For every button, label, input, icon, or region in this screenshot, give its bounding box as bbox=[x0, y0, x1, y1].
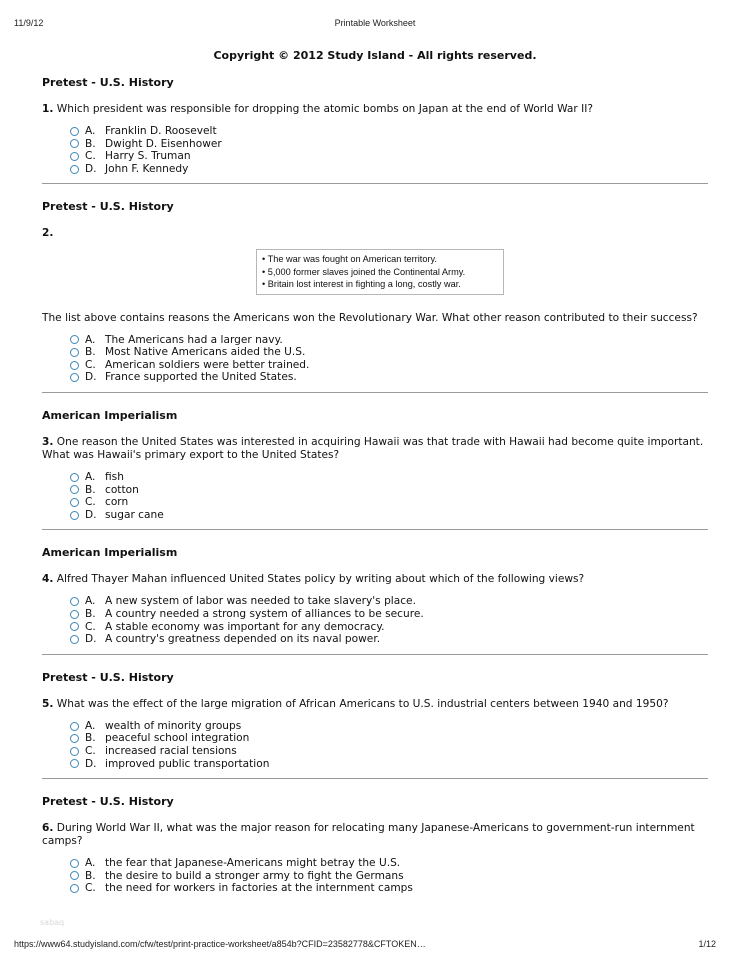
answer-option[interactable]: A. The Americans had a larger navy. bbox=[70, 334, 708, 347]
question-category: American Imperialism bbox=[42, 546, 178, 560]
answer-options bbox=[42, 471, 708, 521]
question-text: 4. Alfred Thayer Mahan influenced United States policy by writing about which of the following views? bbox=[42, 573, 585, 586]
answer-options bbox=[42, 595, 708, 645]
radio-button[interactable] bbox=[70, 759, 79, 768]
question-text: The list above contains reasons the Americans won the Revolutionary War. What other reason contributed to their success? bbox=[42, 311, 698, 324]
answer-option[interactable]: D. France supported the United States. bbox=[70, 371, 708, 384]
question-text: 1. Which president was responsible for dropping the atomic bombs on Japan at the end of World War II? bbox=[42, 103, 593, 115]
answer-option[interactable]: C. increased racial tensions bbox=[70, 745, 708, 758]
answer-options bbox=[42, 857, 708, 895]
question-number: 2. bbox=[42, 227, 54, 240]
answer-option[interactable]: A. A new system of labor was needed to take slavery's place. bbox=[70, 595, 708, 608]
answer-option[interactable]: C. Harry S. Truman bbox=[70, 150, 708, 163]
radio-button[interactable] bbox=[70, 373, 79, 382]
radio-button[interactable] bbox=[70, 635, 79, 644]
answer-option[interactable]: C. A stable economy was important for any democracy. bbox=[70, 621, 708, 634]
answer-options bbox=[42, 125, 708, 175]
reasons-list-box bbox=[256, 249, 504, 294]
question-text: 3. One reason the United States was interested in acquiring Hawaii was that trade with Hawaii had become quite important. What was Hawaii's primary export to the United States? bbox=[42, 435, 704, 461]
radio-button[interactable] bbox=[70, 859, 79, 868]
page-number: 1/12 bbox=[698, 939, 716, 949]
question-6 bbox=[42, 795, 708, 903]
radio-button[interactable] bbox=[70, 165, 79, 174]
answer-options bbox=[42, 334, 708, 384]
radio-button[interactable] bbox=[70, 127, 79, 136]
radio-button[interactable] bbox=[70, 747, 79, 756]
radio-button[interactable] bbox=[70, 348, 79, 357]
radio-button[interactable] bbox=[70, 734, 79, 743]
page-url: https://www64.studyisland.com/cfw/test/print-practice-worksheet/a854b?CFID=23582778&CFTOKEN… bbox=[14, 939, 426, 949]
question-text: 6. During World War II, what was the major reason for relocating many Japanese-Americans to government-run internment camps? bbox=[42, 822, 695, 848]
watermark: sabaq bbox=[40, 918, 65, 927]
question-1 bbox=[42, 76, 708, 184]
answer-option[interactable]: D. A country's greatness depended on its naval power. bbox=[70, 633, 708, 646]
list-item: • 5,000 former slaves joined the Continental Army. bbox=[262, 266, 466, 277]
radio-button[interactable] bbox=[70, 610, 79, 619]
radio-button[interactable] bbox=[70, 871, 79, 880]
question-category: Pretest - U.S. History bbox=[42, 76, 174, 89]
answer-option[interactable]: D. John F. Kennedy bbox=[70, 163, 708, 176]
question-category: Pretest - U.S. History bbox=[42, 200, 174, 214]
print-footer bbox=[0, 939, 750, 953]
radio-button[interactable] bbox=[70, 361, 79, 370]
answer-option[interactable]: C. corn bbox=[70, 496, 708, 509]
print-title: Printable Worksheet bbox=[334, 18, 416, 28]
question-2 bbox=[42, 200, 708, 393]
radio-button[interactable] bbox=[70, 884, 79, 893]
radio-button[interactable] bbox=[70, 485, 79, 494]
answer-option[interactable]: B. Most Native Americans aided the U.S. bbox=[70, 346, 708, 359]
radio-button[interactable] bbox=[70, 498, 79, 507]
radio-button[interactable] bbox=[70, 597, 79, 606]
worksheet-content bbox=[42, 76, 708, 903]
radio-button[interactable] bbox=[70, 152, 79, 161]
answer-option[interactable]: B. A country needed a strong system of alliances to be secure. bbox=[70, 608, 708, 621]
answer-options bbox=[42, 720, 708, 770]
radio-button[interactable] bbox=[70, 622, 79, 631]
list-item: • Britain lost interest in fighting a long, costly war. bbox=[262, 279, 461, 290]
answer-option[interactable]: A. wealth of minority groups bbox=[70, 720, 708, 733]
question-4 bbox=[42, 546, 708, 654]
answer-option[interactable]: A. Franklin D. Roosevelt bbox=[70, 125, 708, 138]
question-text: 5. What was the effect of the large migration of African Americans to U.S. industrial centers between 1940 and 1950? bbox=[42, 697, 669, 710]
answer-option[interactable]: B. the desire to build a stronger army to fight the Germans bbox=[70, 870, 708, 883]
question-category: American Imperialism bbox=[42, 408, 178, 422]
answer-option[interactable]: C. American soldiers were better trained. bbox=[70, 359, 708, 372]
question-5 bbox=[42, 671, 708, 779]
answer-option[interactable]: D. sugar cane bbox=[70, 509, 708, 522]
answer-option[interactable]: B. cotton bbox=[70, 484, 708, 497]
print-header bbox=[0, 18, 750, 32]
radio-button[interactable] bbox=[70, 473, 79, 482]
answer-option[interactable]: D. improved public transportation bbox=[70, 758, 708, 771]
list-item: • The war was fought on American territory. bbox=[262, 254, 437, 265]
radio-button[interactable] bbox=[70, 335, 79, 344]
answer-option[interactable]: A. the fear that Japanese-Americans might betray the U.S. bbox=[70, 857, 708, 870]
print-date: 11/9/12 bbox=[14, 18, 44, 28]
answer-option[interactable]: B. Dwight D. Eisenhower bbox=[70, 138, 708, 151]
question-category: Pretest - U.S. History bbox=[42, 795, 174, 809]
radio-button[interactable] bbox=[70, 722, 79, 731]
answer-option[interactable]: C. the need for workers in factories at the internment camps bbox=[70, 882, 708, 895]
question-category: Pretest - U.S. History bbox=[42, 670, 174, 684]
answer-option[interactable]: B. peaceful school integration bbox=[70, 732, 708, 745]
question-3 bbox=[42, 409, 708, 530]
radio-button[interactable] bbox=[70, 139, 79, 148]
answer-option[interactable]: A. fish bbox=[70, 471, 708, 484]
copyright-notice: Copyright © 2012 Study Island - All rights reserved. bbox=[213, 49, 537, 62]
radio-button[interactable] bbox=[70, 511, 79, 520]
